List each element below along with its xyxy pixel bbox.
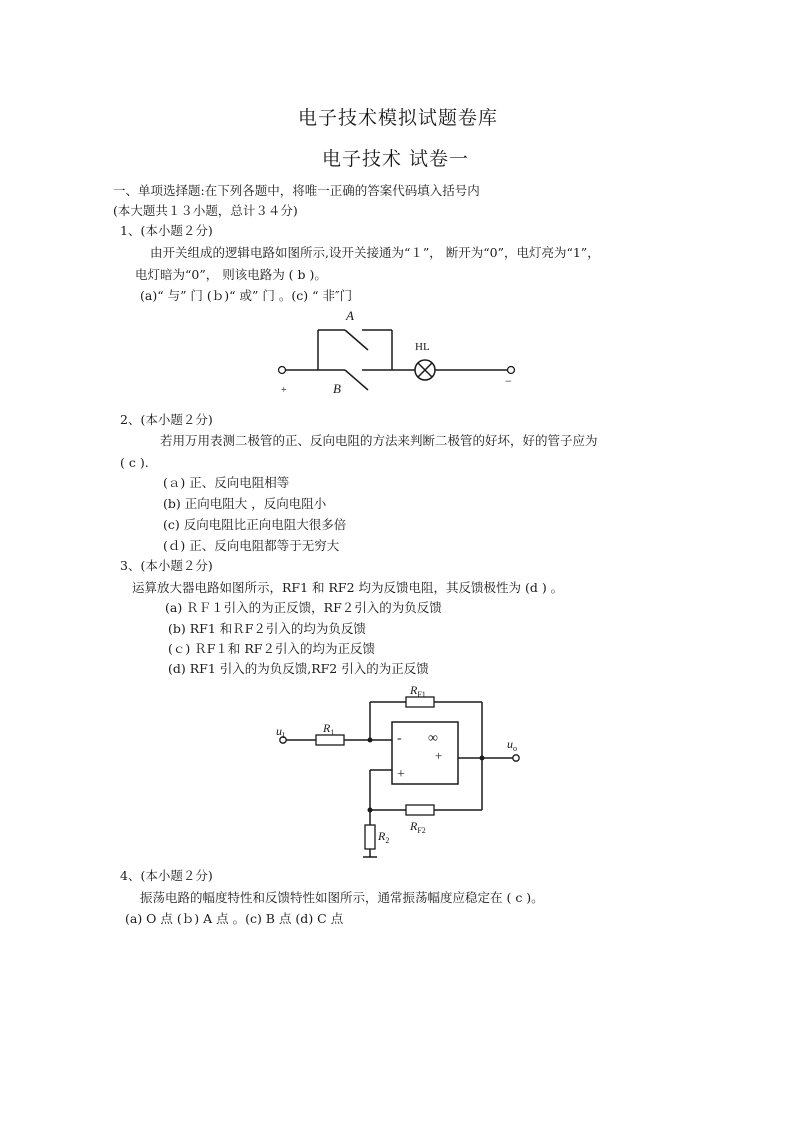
q2-option-d: (ｄ) 正、反向电阻都等于无穷大 (163, 538, 340, 553)
q2-option-c: (c) 反向电阻比正向电阻大很多倍 (163, 517, 347, 532)
svg-text:-: - (397, 731, 402, 746)
q4-options: (a) O 点 (ｂ) A 点 。(c) B 点 (d) C 点 (125, 911, 344, 926)
q4-header: 4、(本小题２分) (120, 868, 213, 883)
q1-stem-line1: 由开关组成的逻辑电路如图所示,设开关接通为“１”， 断开为“0”，电灯亮为“1”， (150, 245, 600, 260)
svg-text:∞: ∞ (428, 731, 438, 746)
q3-stem: 运算放大器电路如图所示，RF1 和 RF2 均为反馈电阻，其反馈极性为 (d ) 。 (132, 580, 564, 595)
svg-text:R2: $R_2$ (378, 829, 390, 845)
q3-option-b: (b) RF1 和ＲF２引入的均为负反馈 (168, 621, 366, 636)
svg-text:uo: $u_o$ (507, 737, 517, 753)
q1-options: (a)“ 与” 门 (ｂ)“ 或” 门 。(c) “ 非″门 (140, 288, 353, 303)
q3-option-a: (a) ＲＦ１引入的为正反馈，RF２引入的为负反馈 (165, 600, 442, 615)
label-minus: − (505, 374, 512, 388)
q2-option-b: (b) 正向电阻大 ，反向电阻小 (163, 496, 327, 511)
page-title: 电子技术模拟试题卷库 (298, 107, 499, 129)
q3-option-c: (ｃ) ＲF１和 RF２引入的均为正反馈 (168, 641, 375, 656)
svg-text:+: + (397, 767, 405, 782)
label-a: A (346, 308, 354, 323)
switch-a-blade (345, 330, 368, 350)
svg-text:R1: $R_1$ (323, 721, 335, 737)
exam-subtitle: 电子技术 试卷一 (322, 148, 470, 170)
section-heading: 一、单项选择题:在下列各题中，将唯一正确的答案代码填入括号内 (113, 183, 480, 198)
section-note: (本大题共１３小题，总计３４分) (113, 203, 298, 218)
q3-option-d: (d) RF1 引入的为负反馈,RF2 引入的为正反馈 (168, 661, 429, 676)
q2-option-a: (ａ) 正、反向电阻相等 (163, 475, 290, 490)
label-plus: + (281, 385, 287, 396)
q2-stem-line1: 若用万用表测二极管的正、反向电阻的方法来判断二极管的好坏，好的管子应为 (160, 433, 598, 448)
q3-header: 3、(本小题２分) (120, 558, 213, 573)
label-b: B (333, 381, 341, 396)
label-hl: HL (415, 341, 430, 353)
svg-text:RF2: $R_{F2}$ (410, 819, 426, 835)
svg-text:RF1: $R_{F1}$ (410, 683, 426, 699)
svg-text:uI: $u_I$ (276, 724, 285, 740)
q2-header: 2、(本小题２分) (120, 412, 213, 427)
q3-opamp-circuit-figure (270, 680, 530, 865)
svg-text:+: + (435, 748, 443, 763)
r2-resistor (365, 825, 375, 849)
q1-stem-line2: 电灯暗为“0”， 则该电路为 ( b )。 (135, 267, 327, 282)
switch-b-blade (345, 370, 368, 390)
q2-stem-line2: ( c ). (120, 455, 149, 470)
q1-header: 1、(本小题２分) (120, 223, 213, 238)
q1-switch-circuit-figure (270, 305, 530, 400)
q4-stem: 振荡电路的幅度特性和反馈特性如图所示，通常振荡幅度应稳定在 ( c )。 (140, 890, 544, 905)
rf2-resistor (406, 805, 434, 815)
